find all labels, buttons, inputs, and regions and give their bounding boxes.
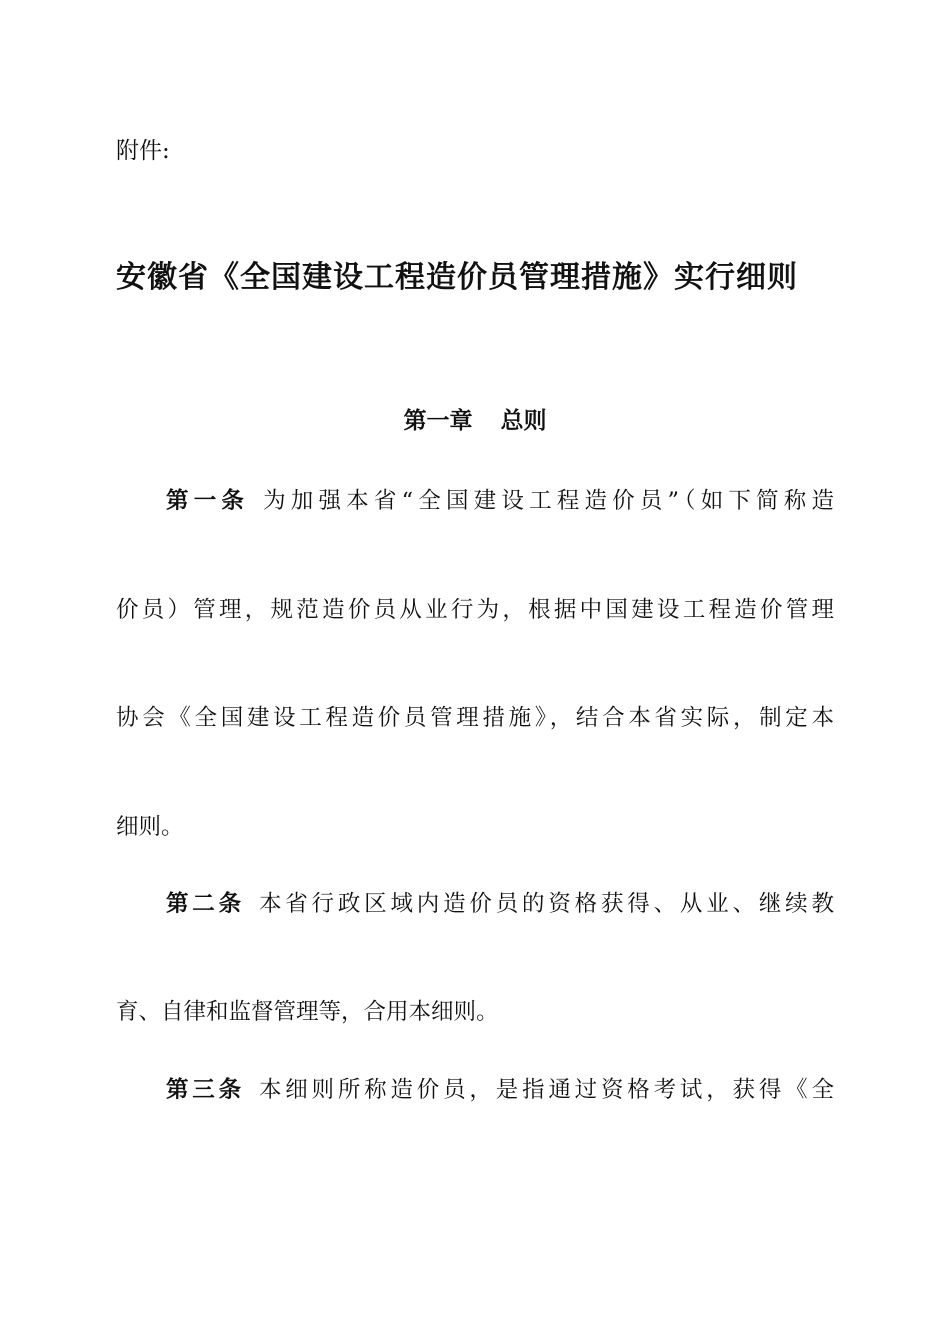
article-1-line-2: 价员）管理，规范造价员从业行为，根据中国建设工程造价管理 — [116, 597, 834, 623]
article-1-line-4: 细则。 — [116, 814, 184, 840]
chapter-number: 第一章 — [403, 408, 473, 434]
article-1-line-1 — [166, 486, 834, 516]
article-3-text-1: 本细则所称造价员，是指通过资格考试，获得《全 — [258, 1077, 834, 1103]
article-2-line-2: 育、自律和监督管理等，合用本细则。 — [116, 999, 499, 1025]
article-2-text-1: 本省行政区域内造价员的资格获得、从业、继续教 — [258, 891, 834, 917]
article-3-line-1 — [166, 1075, 834, 1105]
article-3-label: 第三条 — [166, 1077, 245, 1103]
attachment-label: 附件: — [116, 138, 170, 164]
article-1-text-1: 为加强本省“全国建设工程造价员”（如下简称造 — [263, 488, 834, 514]
article-1-label: 第一条 — [166, 488, 250, 514]
article-1-line-3: 协会《全国建设工程造价员管理措施》，结合本省实际，制定本 — [116, 705, 834, 731]
chapter-heading — [0, 406, 950, 436]
document-title: 安徽省《全国建设工程造价员管理措施》实行细则 — [116, 260, 798, 295]
article-2-line-1 — [166, 889, 834, 919]
article-2-label: 第二条 — [166, 891, 245, 917]
chapter-name: 总则 — [500, 408, 547, 434]
